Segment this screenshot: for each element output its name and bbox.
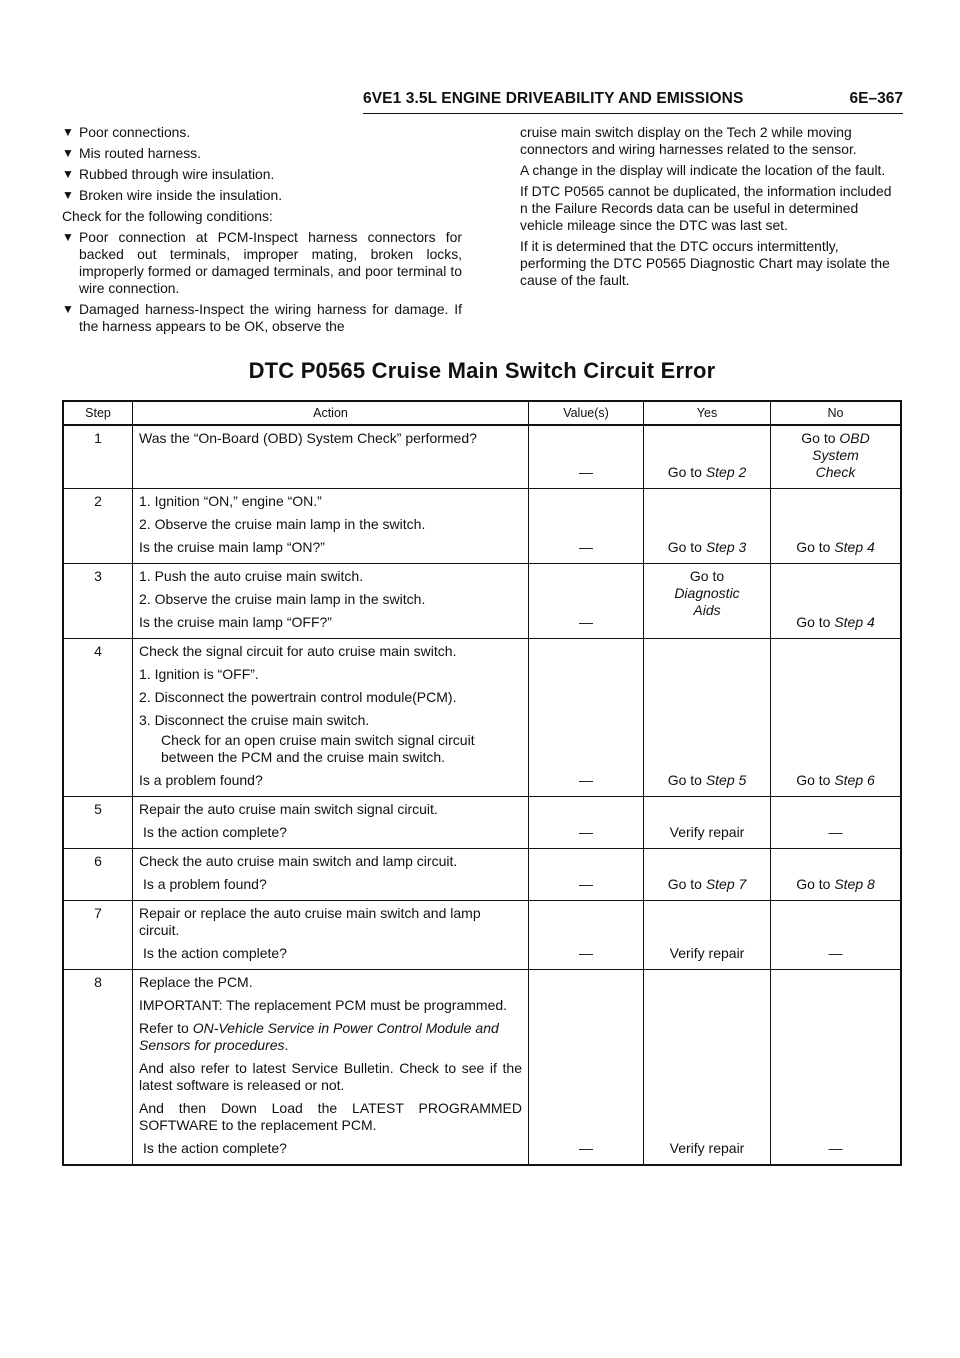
list-item: ▼ Rubbed through wire insulation. [62,166,275,182]
value-cell: — [529,639,644,797]
no-cell: Go to Step 6 [771,639,902,797]
right-column [520,124,902,293]
table-row [63,901,901,970]
step-number: 5 [63,797,133,849]
header-step: Step [63,401,133,425]
paragraph: If it is determined that the DTC occurs intermittently, performing the DTC P0565 Diagnostic Chart may isolate the cause of the fault. [520,238,890,288]
value-cell: — [529,970,644,1166]
yes-cell: Go to Diagnostic Aids [644,564,771,639]
list-item: ▼ Poor connection at PCM-Inspect harness connectors for backed out terminals, improper mating, broken locks, improperly formed or damaged terminals, and poor terminal to wire connection. [62,229,462,296]
table-row [63,425,901,489]
header-values: Value(s) [529,401,644,425]
yes-cell: Go to Step 7 [644,849,771,901]
no-cell: Go to Step 4 [771,489,902,564]
action-cell: Replace the PCM. IMPORTANT: The replacement PCM must be programmed. Refer to ON-Vehicle Service in Power Control Module and Sensors for procedures. And also refer to latest Service Bulletin. Check to see if the latest software is released or not. And then Down Load the LATEST PROGRAMMED SOFTWARE to the replacement PCM. Is the action complete? [133,970,529,1166]
step-number: 6 [63,849,133,901]
value-cell: — [529,797,644,849]
paragraph: cruise main switch display on the Tech 2 while moving connectors and wiring harnesses related to the sensor. [520,124,857,157]
no-cell: — [771,901,902,970]
triangle-bullet-icon: ▼ [62,167,74,181]
step-number: 2 [63,489,133,564]
no-cell: Go to Step 8 [771,849,902,901]
no-cell: — [771,970,902,1166]
list-item: ▼ Broken wire inside the insulation. [62,187,283,203]
table-row [63,970,901,1166]
action-cell: Check the auto cruise main switch and lamp circuit. Is a problem found? [133,849,529,901]
value-cell: — [529,901,644,970]
left-column [62,124,462,339]
header-yes: Yes [644,401,771,425]
yes-cell: Verify repair [644,970,771,1166]
step-number: 8 [63,970,133,1166]
table-row [63,849,901,901]
table-row [63,797,901,849]
action-cell: Repair or replace the auto cruise main switch and lamp circuit. Is the action complete? [133,901,529,970]
yes-cell: Go to Step 2 [644,425,771,489]
table-row [63,639,901,797]
paragraph: If DTC P0565 cannot be duplicated, the information included n the Failure Records data can be useful in determined vehicle mileage since the DTC was last set. [520,183,892,233]
triangle-bullet-icon: ▼ [62,125,74,139]
no-cell: — [771,797,902,849]
no-cell: Go to OBD System Check [771,425,902,489]
page-number: 6E–367 [849,90,903,107]
value-cell: — [529,849,644,901]
section-title: 6VE1 3.5L ENGINE DRIVEABILITY AND EMISSIONS [363,90,744,107]
step-number: 1 [63,425,133,489]
step-number: 7 [63,901,133,970]
important-label: IMPORTANT: [139,997,223,1013]
check-heading: Check for the following conditions: [62,208,273,224]
triangle-bullet-icon: ▼ [62,188,74,202]
yes-cell: Go to Step 3 [644,489,771,564]
paragraph: A change in the display will indicate the location of the fault. [520,162,886,178]
action-cell: 1. Ignition “ON,” engine “ON.” 2. Observe the cruise main lamp in the switch. Is the cruise main lamp “ON?” [133,489,529,564]
action-cell: Repair the auto cruise main switch signal circuit. Is the action complete? [133,797,529,849]
action-cell: 1. Push the auto cruise main switch. 2. Observe the cruise main lamp in the switch. Is the cruise main lamp “OFF?” [133,564,529,639]
value-cell: — [529,489,644,564]
value-cell: — [529,564,644,639]
yes-cell: Go to Step 5 [644,639,771,797]
yes-cell: Verify repair [644,797,771,849]
table-row [63,564,901,639]
triangle-bullet-icon: ▼ [62,146,74,160]
action-cell: Check the signal circuit for auto cruise main switch. 1. Ignition is “OFF”. 2. Disconnect the powertrain control module(PCM). 3. Disconnect the cruise main switch. Check for an open cruise main switch signal circuit between the PCM and the cruise main switch. Is a problem found? [133,639,529,797]
yes-cell: Verify repair [644,901,771,970]
triangle-bullet-icon: ▼ [62,230,74,244]
step-number: 3 [63,564,133,639]
no-cell: Go to Step 4 [771,564,902,639]
diagnostic-table [62,400,902,1166]
header-action: Action [133,401,529,425]
header-no: No [771,401,902,425]
list-item: ▼ Mis routed harness. [62,145,201,161]
value-cell: — [529,425,644,489]
list-item: ▼ Damaged harness-Inspect the wiring harness for damage. If the harness appears to be OK, observe the [62,301,462,334]
list-item: ▼ Poor connections. [62,124,191,140]
header-rule [363,113,903,114]
step-number: 4 [63,639,133,797]
chart-title: DTC P0565 Cruise Main Switch Circuit Error [248,358,716,383]
action-cell: Was the “On-Board (OBD) System Check” performed? [133,425,529,489]
table-row [63,489,901,564]
table-header-row [63,401,901,425]
page-header [363,90,903,114]
triangle-bullet-icon: ▼ [62,302,74,316]
